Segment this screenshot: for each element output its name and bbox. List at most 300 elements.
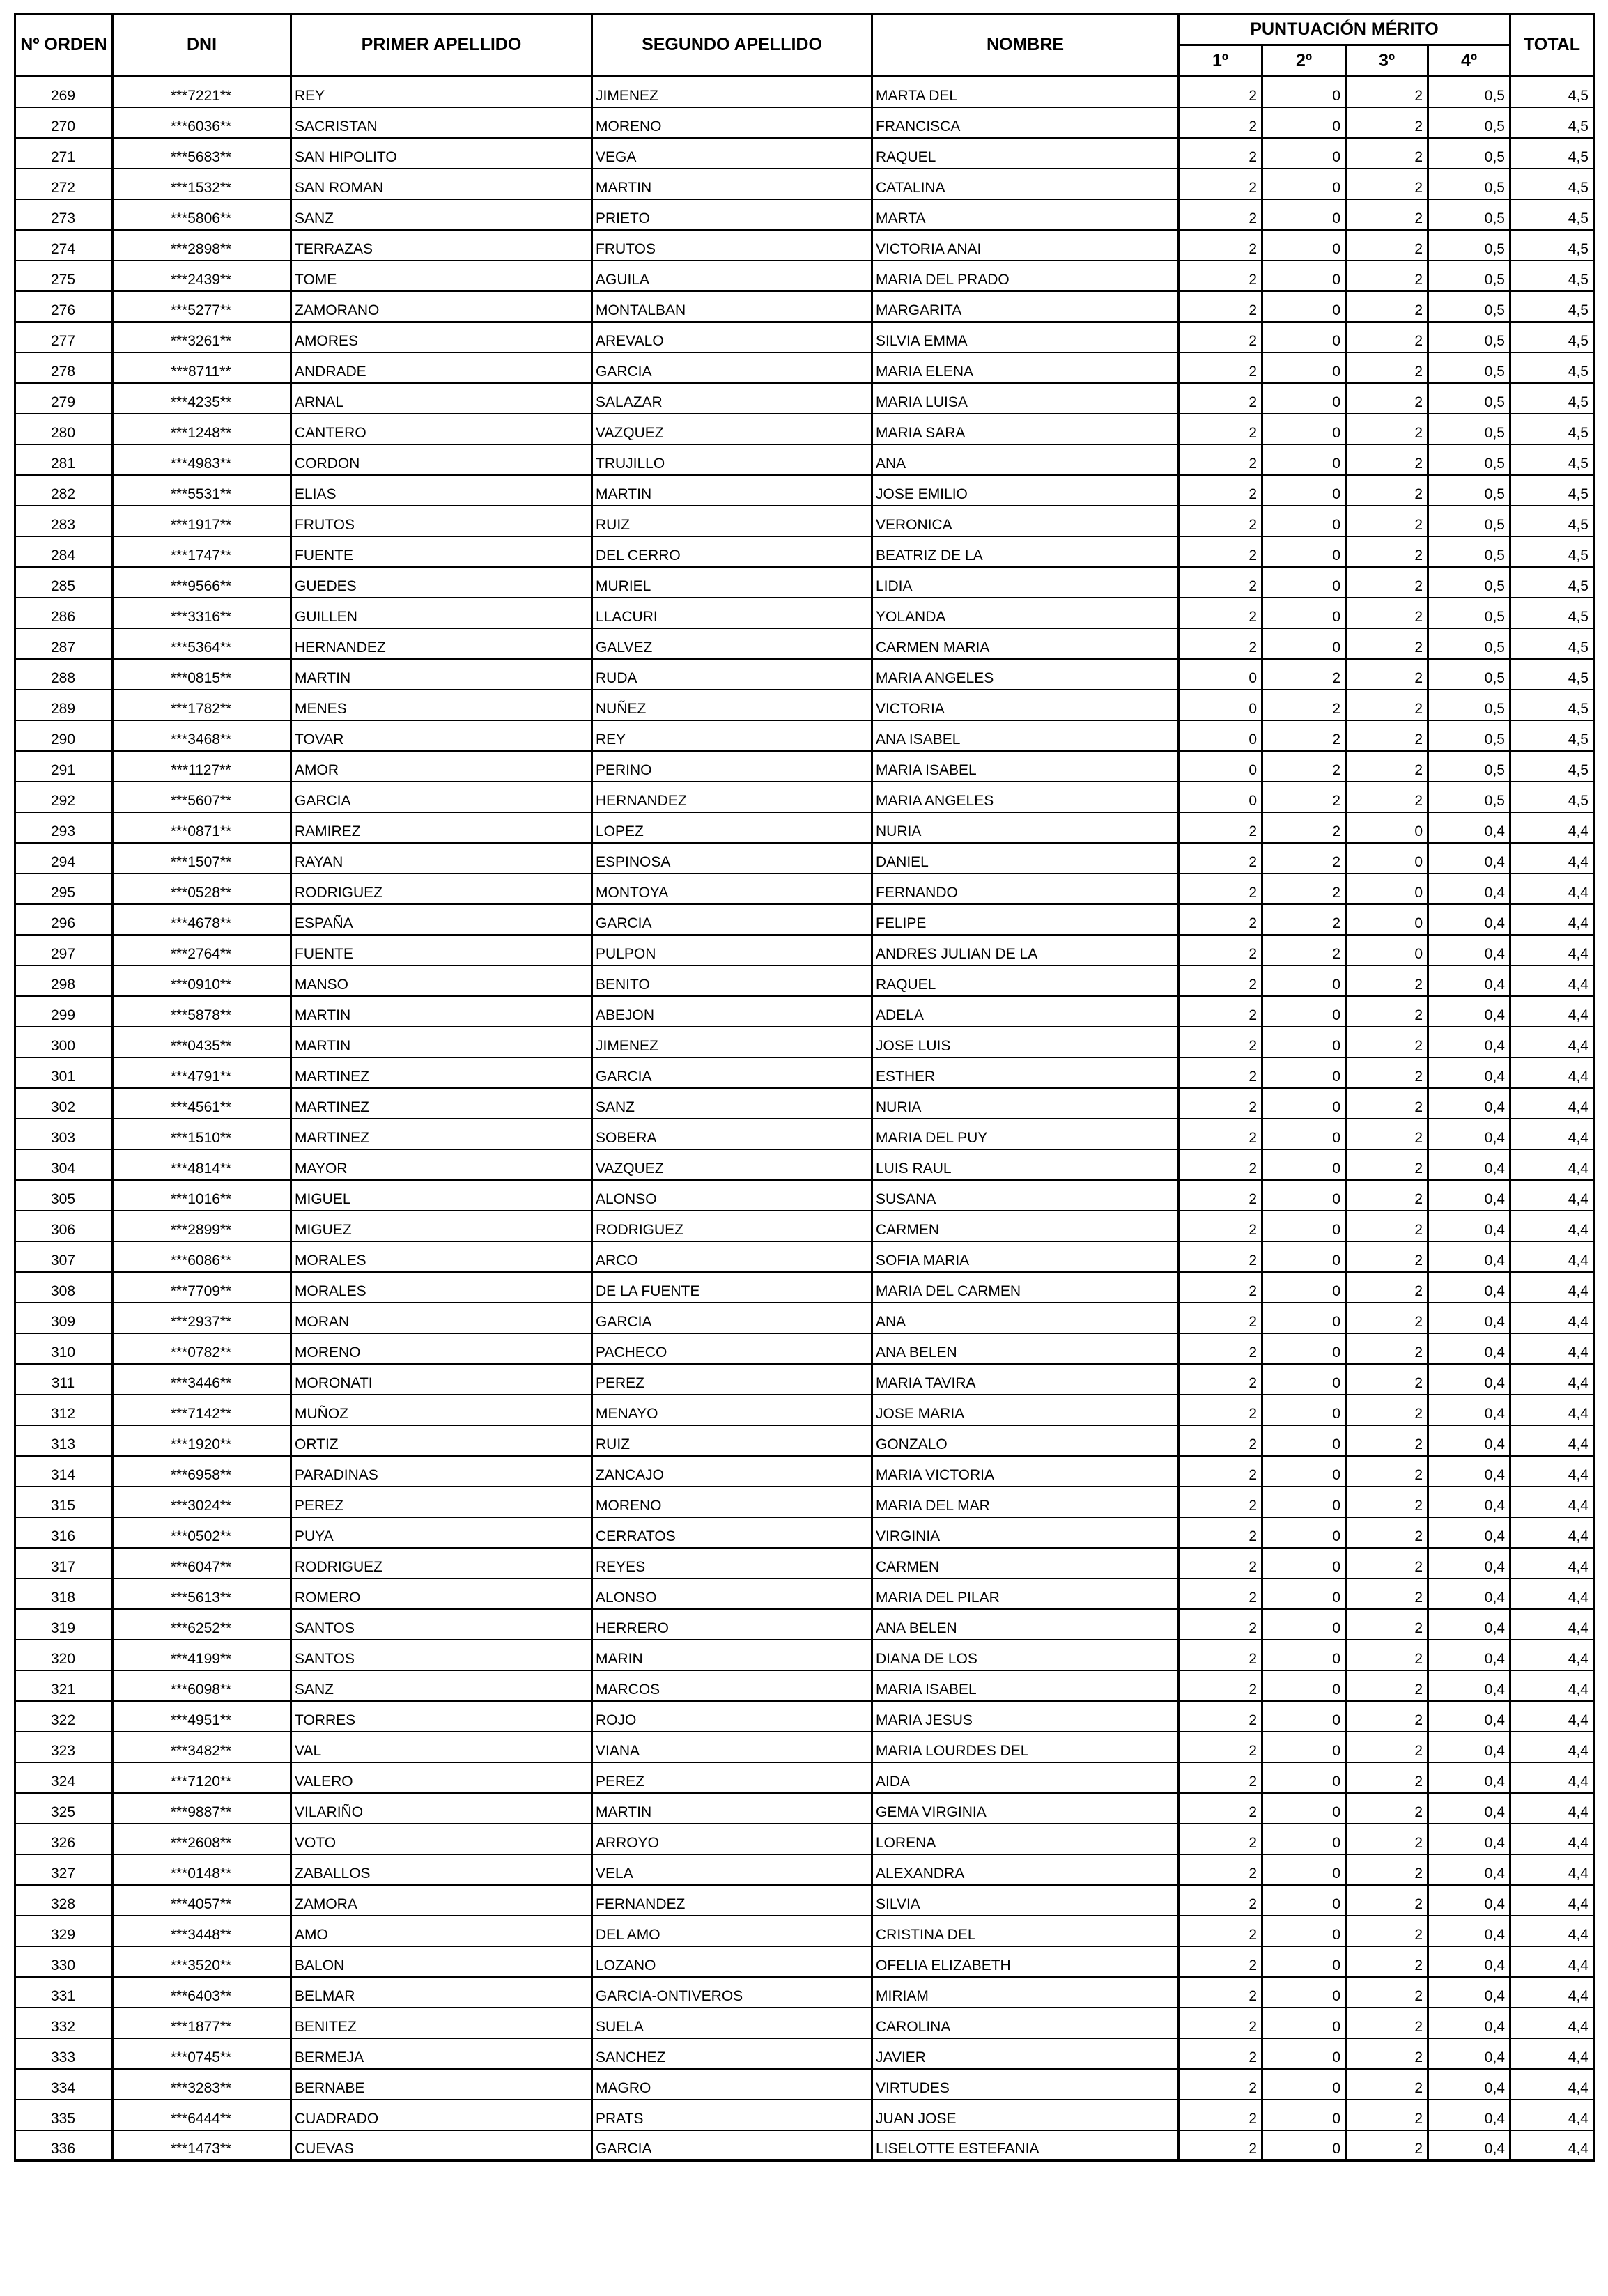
cell-segundo-apellido: MAGRO bbox=[592, 2069, 872, 2100]
cell-dni: ***4678** bbox=[113, 904, 291, 935]
cell-merito-2: 2 bbox=[1262, 720, 1346, 751]
cell-nombre: SUSANA bbox=[872, 1180, 1179, 1211]
cell-orden: 305 bbox=[15, 1180, 113, 1211]
cell-merito-3: 2 bbox=[1346, 1640, 1428, 1670]
cell-merito-1: 2 bbox=[1179, 1578, 1262, 1609]
cell-primer-apellido: MORONATI bbox=[291, 1364, 592, 1395]
cell-nombre: NURIA bbox=[872, 1088, 1179, 1119]
table-row bbox=[15, 659, 1594, 690]
cell-merito-4: 0,5 bbox=[1428, 383, 1510, 414]
cell-primer-apellido: MUÑOZ bbox=[291, 1395, 592, 1425]
cell-segundo-apellido: PULPON bbox=[592, 935, 872, 965]
cell-merito-4: 0,5 bbox=[1428, 659, 1510, 690]
table-row bbox=[15, 475, 1594, 506]
cell-nombre: MARIA DEL MAR bbox=[872, 1487, 1179, 1517]
cell-merito-3: 2 bbox=[1346, 1609, 1428, 1640]
cell-primer-apellido: RAYAN bbox=[291, 843, 592, 874]
cell-merito-1: 2 bbox=[1179, 291, 1262, 322]
header-merito-4: 4º bbox=[1428, 45, 1510, 77]
cell-merito-2: 0 bbox=[1262, 2130, 1346, 2161]
cell-primer-apellido: MARTIN bbox=[291, 659, 592, 690]
cell-merito-2: 0 bbox=[1262, 444, 1346, 475]
cell-merito-1: 2 bbox=[1179, 1272, 1262, 1303]
cell-merito-1: 0 bbox=[1179, 751, 1262, 782]
cell-nombre: LIDIA bbox=[872, 567, 1179, 598]
cell-dni: ***5683** bbox=[113, 138, 291, 169]
cell-merito-3: 2 bbox=[1346, 1272, 1428, 1303]
cell-dni: ***3520** bbox=[113, 1946, 291, 1977]
cell-primer-apellido: MARTIN bbox=[291, 1027, 592, 1057]
table-row bbox=[15, 1701, 1594, 1732]
cell-nombre: JOSE LUIS bbox=[872, 1027, 1179, 1057]
cell-orden: 328 bbox=[15, 1885, 113, 1916]
cell-merito-4: 0,5 bbox=[1428, 751, 1510, 782]
cell-merito-2: 0 bbox=[1262, 1548, 1346, 1578]
cell-primer-apellido: BENITEZ bbox=[291, 2008, 592, 2038]
cell-merito-3: 2 bbox=[1346, 414, 1428, 444]
cell-total: 4,4 bbox=[1510, 1149, 1594, 1180]
cell-segundo-apellido: LOZANO bbox=[592, 1946, 872, 1977]
cell-primer-apellido: SANZ bbox=[291, 1670, 592, 1701]
cell-merito-2: 0 bbox=[1262, 1824, 1346, 1854]
cell-orden: 331 bbox=[15, 1977, 113, 2008]
cell-merito-4: 0,5 bbox=[1428, 138, 1510, 169]
cell-total: 4,5 bbox=[1510, 751, 1594, 782]
cell-dni: ***5878** bbox=[113, 996, 291, 1027]
cell-orden: 299 bbox=[15, 996, 113, 1027]
cell-segundo-apellido: VIANA bbox=[592, 1732, 872, 1762]
table-row bbox=[15, 812, 1594, 843]
cell-merito-4: 0,5 bbox=[1428, 169, 1510, 199]
cell-nombre: LORENA bbox=[872, 1824, 1179, 1854]
cell-nombre: NURIA bbox=[872, 812, 1179, 843]
cell-orden: 304 bbox=[15, 1149, 113, 1180]
cell-merito-2: 0 bbox=[1262, 1425, 1346, 1456]
cell-total: 4,4 bbox=[1510, 1640, 1594, 1670]
cell-primer-apellido: PUYA bbox=[291, 1517, 592, 1548]
table-row bbox=[15, 1027, 1594, 1057]
cell-nombre: CARMEN bbox=[872, 1211, 1179, 1241]
cell-orden: 276 bbox=[15, 291, 113, 322]
cell-orden: 312 bbox=[15, 1395, 113, 1425]
cell-nombre: CAROLINA bbox=[872, 2008, 1179, 2038]
cell-merito-4: 0,5 bbox=[1428, 230, 1510, 261]
cell-merito-4: 0,5 bbox=[1428, 720, 1510, 751]
cell-merito-2: 0 bbox=[1262, 2008, 1346, 2038]
cell-segundo-apellido: ZANCAJO bbox=[592, 1456, 872, 1487]
cell-total: 4,5 bbox=[1510, 199, 1594, 230]
table-row bbox=[15, 598, 1594, 628]
cell-orden: 297 bbox=[15, 935, 113, 965]
cell-total: 4,5 bbox=[1510, 690, 1594, 720]
cell-segundo-apellido: GARCIA bbox=[592, 2130, 872, 2161]
cell-segundo-apellido: SOBERA bbox=[592, 1119, 872, 1149]
cell-nombre: VIRGINIA bbox=[872, 1517, 1179, 1548]
cell-merito-4: 0,5 bbox=[1428, 444, 1510, 475]
cell-merito-4: 0,4 bbox=[1428, 1425, 1510, 1456]
cell-nombre: ANA ISABEL bbox=[872, 720, 1179, 751]
cell-merito-2: 0 bbox=[1262, 1670, 1346, 1701]
cell-merito-2: 0 bbox=[1262, 1762, 1346, 1793]
cell-primer-apellido: CUEVAS bbox=[291, 2130, 592, 2161]
cell-primer-apellido: AMO bbox=[291, 1916, 592, 1946]
cell-orden: 329 bbox=[15, 1916, 113, 1946]
table-row bbox=[15, 1272, 1594, 1303]
table-row bbox=[15, 935, 1594, 965]
cell-segundo-apellido: PERINO bbox=[592, 751, 872, 782]
cell-merito-3: 2 bbox=[1346, 1793, 1428, 1824]
cell-merito-3: 2 bbox=[1346, 138, 1428, 169]
cell-segundo-apellido: PRIETO bbox=[592, 199, 872, 230]
cell-total: 4,5 bbox=[1510, 261, 1594, 291]
cell-merito-3: 2 bbox=[1346, 1333, 1428, 1364]
cell-merito-3: 2 bbox=[1346, 1395, 1428, 1425]
cell-total: 4,4 bbox=[1510, 1793, 1594, 1824]
cell-primer-apellido: VAL bbox=[291, 1732, 592, 1762]
cell-dni: ***0871** bbox=[113, 812, 291, 843]
cell-orden: 332 bbox=[15, 2008, 113, 2038]
table-row bbox=[15, 2069, 1594, 2100]
cell-dni: ***3316** bbox=[113, 598, 291, 628]
cell-dni: ***5531** bbox=[113, 475, 291, 506]
cell-orden: 315 bbox=[15, 1487, 113, 1517]
cell-nombre: FRANCISCA bbox=[872, 107, 1179, 138]
cell-nombre: DANIEL bbox=[872, 843, 1179, 874]
cell-primer-apellido: AMOR bbox=[291, 751, 592, 782]
cell-nombre: MARTA bbox=[872, 199, 1179, 230]
cell-segundo-apellido: AREVALO bbox=[592, 322, 872, 352]
cell-total: 4,4 bbox=[1510, 2130, 1594, 2161]
cell-merito-4: 0,4 bbox=[1428, 1578, 1510, 1609]
cell-primer-apellido: GUILLEN bbox=[291, 598, 592, 628]
table-row bbox=[15, 782, 1594, 812]
header-total: TOTAL bbox=[1510, 14, 1594, 77]
cell-nombre: LISELOTTE ESTEFANIA bbox=[872, 2130, 1179, 2161]
cell-merito-2: 0 bbox=[1262, 1456, 1346, 1487]
cell-segundo-apellido: RUIZ bbox=[592, 506, 872, 536]
cell-orden: 309 bbox=[15, 1303, 113, 1333]
cell-nombre: CRISTINA DEL bbox=[872, 1916, 1179, 1946]
cell-merito-4: 0,4 bbox=[1428, 1303, 1510, 1333]
cell-dni: ***5277** bbox=[113, 291, 291, 322]
cell-segundo-apellido: MURIEL bbox=[592, 567, 872, 598]
cell-merito-4: 0,5 bbox=[1428, 598, 1510, 628]
cell-merito-4: 0,4 bbox=[1428, 812, 1510, 843]
cell-dni: ***6036** bbox=[113, 107, 291, 138]
header-primer-apellido: PRIMER APELLIDO bbox=[291, 14, 592, 77]
cell-merito-1: 2 bbox=[1179, 1425, 1262, 1456]
cell-merito-2: 0 bbox=[1262, 138, 1346, 169]
cell-dni: ***6086** bbox=[113, 1241, 291, 1272]
cell-merito-4: 0,4 bbox=[1428, 1395, 1510, 1425]
cell-segundo-apellido: ESPINOSA bbox=[592, 843, 872, 874]
cell-nombre: MIRIAM bbox=[872, 1977, 1179, 2008]
cell-nombre: AIDA bbox=[872, 1762, 1179, 1793]
cell-total: 4,4 bbox=[1510, 1854, 1594, 1885]
cell-merito-3: 2 bbox=[1346, 1088, 1428, 1119]
cell-orden: 311 bbox=[15, 1364, 113, 1395]
table-row bbox=[15, 107, 1594, 138]
cell-primer-apellido: FUENTE bbox=[291, 536, 592, 567]
cell-orden: 287 bbox=[15, 628, 113, 659]
cell-merito-4: 0,4 bbox=[1428, 1701, 1510, 1732]
cell-merito-2: 0 bbox=[1262, 2038, 1346, 2069]
cell-merito-4: 0,4 bbox=[1428, 1517, 1510, 1548]
cell-merito-3: 2 bbox=[1346, 322, 1428, 352]
cell-merito-3: 2 bbox=[1346, 567, 1428, 598]
cell-merito-2: 0 bbox=[1262, 1057, 1346, 1088]
table-row bbox=[15, 1333, 1594, 1364]
cell-total: 4,5 bbox=[1510, 291, 1594, 322]
cell-primer-apellido: MIGUEZ bbox=[291, 1211, 592, 1241]
cell-dni: ***3482** bbox=[113, 1732, 291, 1762]
table-row bbox=[15, 1578, 1594, 1609]
cell-nombre: JOSE MARIA bbox=[872, 1395, 1179, 1425]
cell-nombre: MARIA ISABEL bbox=[872, 1670, 1179, 1701]
cell-merito-2: 0 bbox=[1262, 536, 1346, 567]
cell-dni: ***1510** bbox=[113, 1119, 291, 1149]
cell-merito-1: 2 bbox=[1179, 1057, 1262, 1088]
cell-merito-3: 2 bbox=[1346, 1027, 1428, 1057]
cell-merito-1: 0 bbox=[1179, 720, 1262, 751]
header-orden: Nº ORDEN bbox=[15, 14, 113, 77]
cell-primer-apellido: VILARIÑO bbox=[291, 1793, 592, 1824]
cell-nombre: ANA bbox=[872, 444, 1179, 475]
cell-segundo-apellido: MARTIN bbox=[592, 1793, 872, 1824]
cell-merito-3: 2 bbox=[1346, 628, 1428, 659]
cell-merito-1: 2 bbox=[1179, 1211, 1262, 1241]
cell-merito-4: 0,4 bbox=[1428, 1670, 1510, 1701]
cell-dni: ***3024** bbox=[113, 1487, 291, 1517]
cell-merito-3: 2 bbox=[1346, 475, 1428, 506]
cell-merito-2: 0 bbox=[1262, 1241, 1346, 1272]
cell-merito-2: 0 bbox=[1262, 1578, 1346, 1609]
cell-primer-apellido: ESPAÑA bbox=[291, 904, 592, 935]
cell-dni: ***0148** bbox=[113, 1854, 291, 1885]
cell-merito-3: 2 bbox=[1346, 352, 1428, 383]
cell-merito-1: 2 bbox=[1179, 1854, 1262, 1885]
cell-merito-3: 2 bbox=[1346, 199, 1428, 230]
cell-merito-4: 0,4 bbox=[1428, 935, 1510, 965]
cell-segundo-apellido: MONTALBAN bbox=[592, 291, 872, 322]
cell-orden: 323 bbox=[15, 1732, 113, 1762]
cell-dni: ***4235** bbox=[113, 383, 291, 414]
cell-total: 4,5 bbox=[1510, 138, 1594, 169]
cell-segundo-apellido: FERNANDEZ bbox=[592, 1885, 872, 1916]
cell-merito-2: 2 bbox=[1262, 812, 1346, 843]
cell-nombre: BEATRIZ DE LA bbox=[872, 536, 1179, 567]
cell-total: 4,5 bbox=[1510, 506, 1594, 536]
cell-merito-4: 0,4 bbox=[1428, 1916, 1510, 1946]
cell-total: 4,5 bbox=[1510, 414, 1594, 444]
cell-dni: ***7221** bbox=[113, 77, 291, 107]
table-row bbox=[15, 751, 1594, 782]
cell-total: 4,4 bbox=[1510, 1456, 1594, 1487]
cell-segundo-apellido: PEREZ bbox=[592, 1364, 872, 1395]
cell-total: 4,4 bbox=[1510, 812, 1594, 843]
cell-merito-3: 2 bbox=[1346, 1057, 1428, 1088]
cell-merito-2: 2 bbox=[1262, 843, 1346, 874]
cell-merito-2: 2 bbox=[1262, 782, 1346, 812]
cell-merito-2: 0 bbox=[1262, 1303, 1346, 1333]
table-row bbox=[15, 2038, 1594, 2069]
cell-total: 4,4 bbox=[1510, 1303, 1594, 1333]
cell-merito-1: 2 bbox=[1179, 77, 1262, 107]
cell-segundo-apellido: SUELA bbox=[592, 2008, 872, 2038]
cell-total: 4,4 bbox=[1510, 1057, 1594, 1088]
cell-merito-1: 2 bbox=[1179, 475, 1262, 506]
cell-orden: 273 bbox=[15, 199, 113, 230]
cell-orden: 335 bbox=[15, 2100, 113, 2130]
cell-merito-4: 0,5 bbox=[1428, 536, 1510, 567]
cell-merito-1: 2 bbox=[1179, 230, 1262, 261]
cell-merito-4: 0,4 bbox=[1428, 1364, 1510, 1395]
cell-primer-apellido: MANSO bbox=[291, 965, 592, 996]
cell-merito-4: 0,4 bbox=[1428, 1885, 1510, 1916]
cell-merito-2: 2 bbox=[1262, 659, 1346, 690]
cell-nombre: ADELA bbox=[872, 996, 1179, 1027]
cell-segundo-apellido: MORENO bbox=[592, 107, 872, 138]
cell-segundo-apellido: DE LA FUENTE bbox=[592, 1272, 872, 1303]
cell-total: 4,5 bbox=[1510, 169, 1594, 199]
cell-merito-2: 0 bbox=[1262, 598, 1346, 628]
cell-merito-4: 0,4 bbox=[1428, 1272, 1510, 1303]
cell-segundo-apellido: PRATS bbox=[592, 2100, 872, 2130]
cell-nombre: LUIS RAUL bbox=[872, 1149, 1179, 1180]
cell-merito-3: 2 bbox=[1346, 1180, 1428, 1211]
cell-merito-3: 2 bbox=[1346, 659, 1428, 690]
table-row bbox=[15, 169, 1594, 199]
cell-orden: 307 bbox=[15, 1241, 113, 1272]
cell-segundo-apellido: VAZQUEZ bbox=[592, 1149, 872, 1180]
table-row bbox=[15, 690, 1594, 720]
cell-orden: 319 bbox=[15, 1609, 113, 1640]
cell-orden: 316 bbox=[15, 1517, 113, 1548]
cell-dni: ***1877** bbox=[113, 2008, 291, 2038]
cell-merito-4: 0,4 bbox=[1428, 1333, 1510, 1364]
cell-total: 4,4 bbox=[1510, 1487, 1594, 1517]
cell-merito-4: 0,4 bbox=[1428, 1149, 1510, 1180]
cell-merito-2: 2 bbox=[1262, 935, 1346, 965]
cell-dni: ***6444** bbox=[113, 2100, 291, 2130]
cell-merito-3: 2 bbox=[1346, 261, 1428, 291]
cell-primer-apellido: SACRISTAN bbox=[291, 107, 592, 138]
cell-merito-4: 0,4 bbox=[1428, 1946, 1510, 1977]
cell-merito-2: 0 bbox=[1262, 1916, 1346, 1946]
cell-dni: ***3446** bbox=[113, 1364, 291, 1395]
cell-orden: 308 bbox=[15, 1272, 113, 1303]
cell-total: 4,4 bbox=[1510, 1701, 1594, 1732]
cell-dni: ***4814** bbox=[113, 1149, 291, 1180]
cell-merito-1: 2 bbox=[1179, 261, 1262, 291]
table-row bbox=[15, 1977, 1594, 2008]
cell-nombre: DIANA DE LOS bbox=[872, 1640, 1179, 1670]
cell-merito-3: 2 bbox=[1346, 782, 1428, 812]
cell-total: 4,4 bbox=[1510, 996, 1594, 1027]
cell-total: 4,4 bbox=[1510, 1824, 1594, 1854]
cell-dni: ***6252** bbox=[113, 1609, 291, 1640]
cell-dni: ***5806** bbox=[113, 199, 291, 230]
cell-merito-1: 2 bbox=[1179, 1548, 1262, 1578]
cell-primer-apellido: BALON bbox=[291, 1946, 592, 1977]
cell-nombre: MARIA LOURDES DEL bbox=[872, 1732, 1179, 1762]
cell-merito-2: 0 bbox=[1262, 107, 1346, 138]
cell-merito-3: 2 bbox=[1346, 1456, 1428, 1487]
cell-primer-apellido: MARTINEZ bbox=[291, 1057, 592, 1088]
table-row bbox=[15, 1456, 1594, 1487]
cell-merito-1: 2 bbox=[1179, 107, 1262, 138]
cell-nombre: MARIA DEL PILAR bbox=[872, 1578, 1179, 1609]
cell-nombre: JUAN JOSE bbox=[872, 2100, 1179, 2130]
table-row bbox=[15, 1211, 1594, 1241]
cell-nombre: MARIA VICTORIA bbox=[872, 1456, 1179, 1487]
cell-merito-3: 2 bbox=[1346, 1701, 1428, 1732]
cell-merito-3: 2 bbox=[1346, 506, 1428, 536]
cell-primer-apellido: FRUTOS bbox=[291, 506, 592, 536]
cell-merito-1: 2 bbox=[1179, 1640, 1262, 1670]
cell-orden: 310 bbox=[15, 1333, 113, 1364]
cell-orden: 274 bbox=[15, 230, 113, 261]
cell-segundo-apellido: MENAYO bbox=[592, 1395, 872, 1425]
table-row bbox=[15, 1119, 1594, 1149]
cell-primer-apellido: REY bbox=[291, 77, 592, 107]
cell-segundo-apellido: MARTIN bbox=[592, 475, 872, 506]
cell-dni: ***7142** bbox=[113, 1395, 291, 1425]
cell-orden: 334 bbox=[15, 2069, 113, 2100]
table-row bbox=[15, 1364, 1594, 1395]
cell-merito-1: 2 bbox=[1179, 1762, 1262, 1793]
cell-nombre: JAVIER bbox=[872, 2038, 1179, 2069]
cell-merito-3: 2 bbox=[1346, 169, 1428, 199]
cell-orden: 313 bbox=[15, 1425, 113, 1456]
cell-nombre: MARTA DEL bbox=[872, 77, 1179, 107]
cell-merito-2: 0 bbox=[1262, 1272, 1346, 1303]
cell-merito-4: 0,5 bbox=[1428, 567, 1510, 598]
cell-merito-2: 0 bbox=[1262, 475, 1346, 506]
cell-merito-4: 0,5 bbox=[1428, 107, 1510, 138]
cell-orden: 325 bbox=[15, 1793, 113, 1824]
cell-merito-3: 2 bbox=[1346, 1824, 1428, 1854]
cell-primer-apellido: TOME bbox=[291, 261, 592, 291]
table-row bbox=[15, 628, 1594, 659]
table-row bbox=[15, 1762, 1594, 1793]
cell-merito-1: 2 bbox=[1179, 1027, 1262, 1057]
cell-merito-2: 0 bbox=[1262, 2069, 1346, 2100]
cell-dni: ***9566** bbox=[113, 567, 291, 598]
table-row bbox=[15, 996, 1594, 1027]
cell-segundo-apellido: JIMENEZ bbox=[592, 1027, 872, 1057]
cell-primer-apellido: CANTERO bbox=[291, 414, 592, 444]
cell-dni: ***8711** bbox=[113, 352, 291, 383]
cell-primer-apellido: ROMERO bbox=[291, 1578, 592, 1609]
cell-merito-3: 2 bbox=[1346, 751, 1428, 782]
cell-merito-1: 2 bbox=[1179, 996, 1262, 1027]
cell-merito-4: 0,4 bbox=[1428, 2008, 1510, 2038]
cell-merito-1: 2 bbox=[1179, 1946, 1262, 1977]
cell-merito-2: 0 bbox=[1262, 1640, 1346, 1670]
cell-merito-1: 2 bbox=[1179, 935, 1262, 965]
table-row bbox=[15, 1732, 1594, 1762]
table-row bbox=[15, 2008, 1594, 2038]
cell-primer-apellido: SAN ROMAN bbox=[291, 169, 592, 199]
cell-nombre: ALEXANDRA bbox=[872, 1854, 1179, 1885]
cell-segundo-apellido: RODRIGUEZ bbox=[592, 1211, 872, 1241]
cell-total: 4,4 bbox=[1510, 1762, 1594, 1793]
cell-merito-2: 2 bbox=[1262, 690, 1346, 720]
cell-dni: ***4791** bbox=[113, 1057, 291, 1088]
header-merito-1: 1º bbox=[1179, 45, 1262, 77]
table-row bbox=[15, 261, 1594, 291]
